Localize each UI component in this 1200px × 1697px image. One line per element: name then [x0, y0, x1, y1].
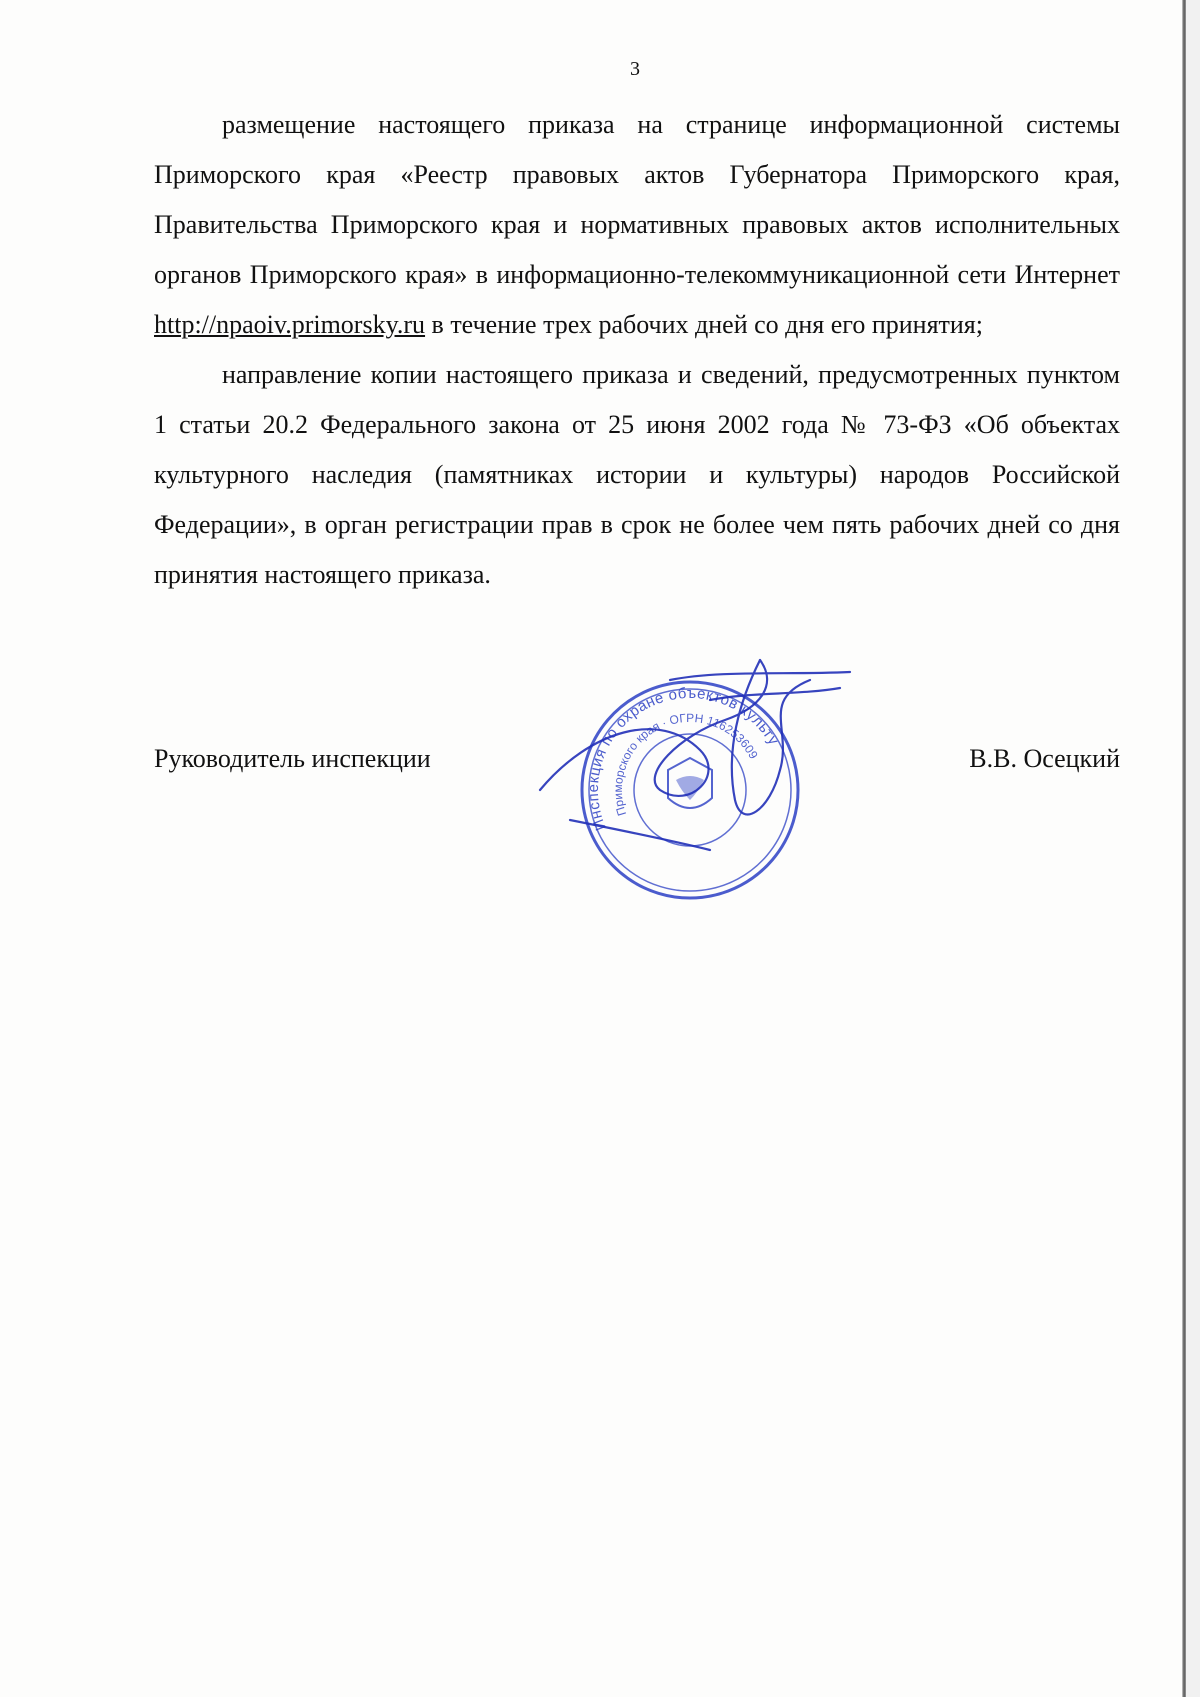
seal-ring [510, 640, 836, 940]
paragraph-publication [154, 100, 1120, 350]
svg-text:Приморского края · ОГРН 116253: Приморского края · ОГРН 1162536099087 [610, 710, 761, 818]
official-seal [510, 640, 870, 940]
scan-margin [1186, 0, 1200, 1697]
seal-emblem [668, 758, 712, 808]
paragraph-publication-end: в течение трех рабочих дней со дня его принятия; [425, 310, 983, 339]
page-number: 3 [630, 58, 640, 80]
scan-edge [1182, 0, 1186, 1697]
registry-link[interactable]: http://npaoiv.primorsky.ru [154, 310, 426, 339]
paragraph-registration: направление копии настоящего приказа и сведений, предусмотренных пунктом 1 статьи 20.2 Федерального закона от 25 июня 2002 года № 73-ФЗ «Об объектах культурного наследия (памятниках истории и культуры) народов Российской Федерации», в орган регистрации прав в срок не более чем пять рабочих дней со дня принятия настоящего приказа. [154, 360, 1120, 589]
signatory-title: Руководитель инспекции [154, 744, 431, 773]
signatory-name: В.В. Осецкий [969, 744, 1120, 773]
document-body [154, 100, 1120, 600]
paragraph-publication-start: размещение настоящего приказа на странице информационной системы Приморского края «Реестр правовых актов Губернатора Приморского края, Правительства Приморского края и нормативных правовых актов исполнительных органов Приморского края» в информационно-телекоммуникационной сети Интернет [154, 110, 1120, 289]
svg-text:Инспекция по охране объектов к: Инспекция по охране объектов культурного [584, 684, 783, 833]
